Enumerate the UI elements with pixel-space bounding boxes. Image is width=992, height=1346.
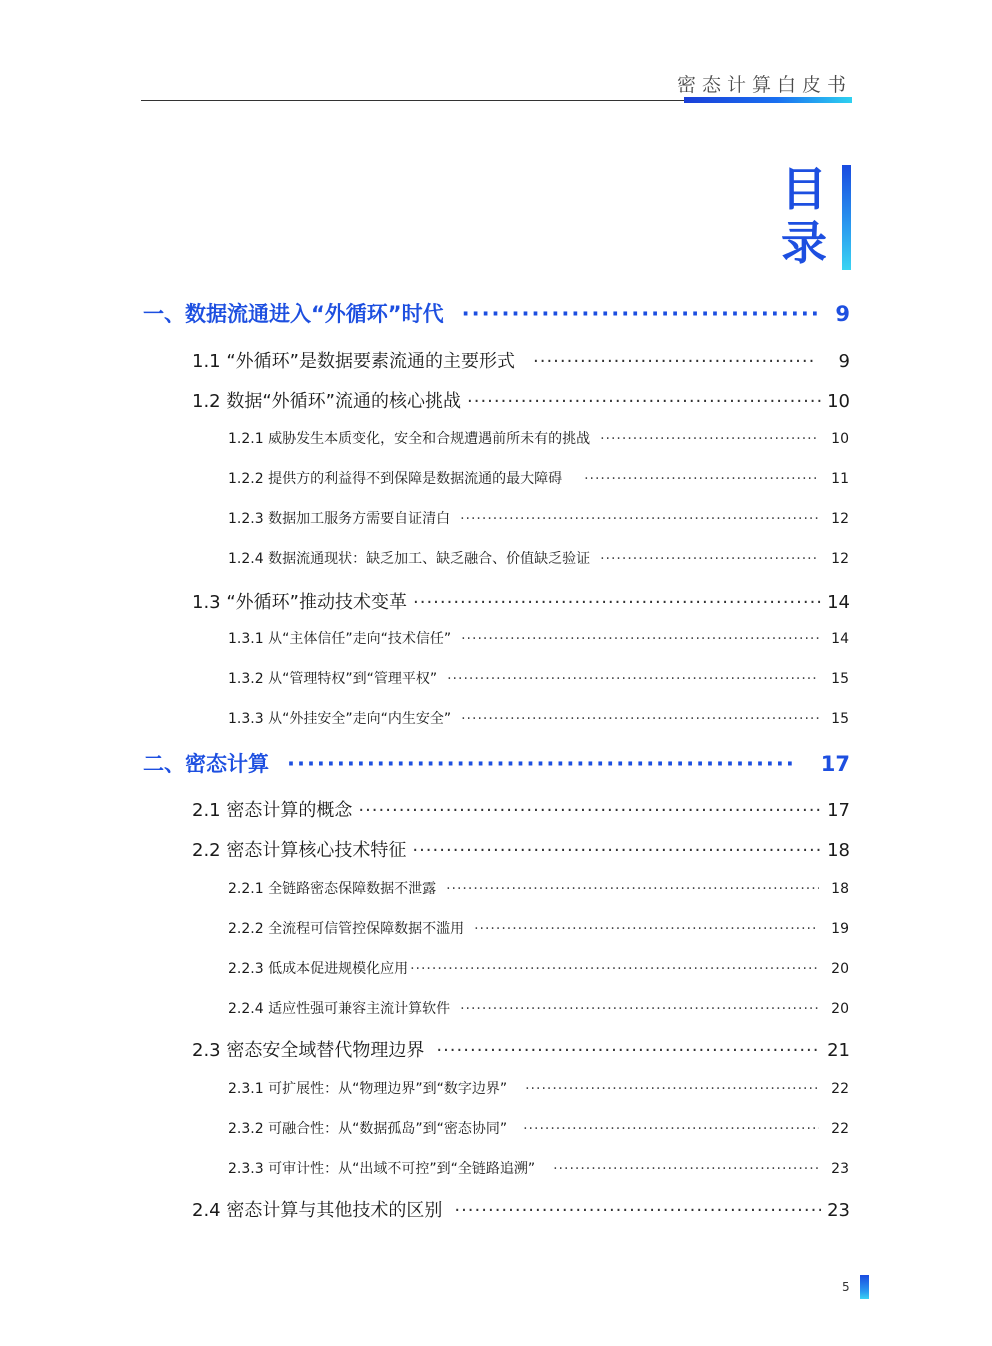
- toc-leader-dots: [460, 511, 819, 527]
- toc-entry-page: 22: [831, 1121, 849, 1137]
- toc-entry-page: 11: [831, 471, 849, 487]
- toc-entry-2-2-4[interactable]: [228, 998, 849, 1018]
- toc-entry-2-1[interactable]: [192, 796, 850, 822]
- toc-entry-label: 2.2.2 全流程可信管控保障数据不滥用: [228, 921, 465, 937]
- toc-leader-dots: [436, 1040, 821, 1061]
- toc-entry-label: 2.4 密态计算与其他技术的区别: [192, 1200, 443, 1221]
- toc-entry-1-2-2[interactable]: [228, 468, 849, 488]
- toc-entry-label: 一、数据流通进入“外循环”时代: [143, 302, 444, 326]
- toc-leader-dots: [358, 800, 821, 821]
- toc-entry-page: 23: [827, 1200, 850, 1221]
- toc-leader-dots: [460, 1001, 819, 1017]
- toc-entry-page: 9: [835, 302, 850, 326]
- toc-leader-dots: [454, 1200, 821, 1221]
- toc-entry-1-3-3[interactable]: [228, 708, 849, 728]
- toc-entry-1-3-1[interactable]: [228, 628, 849, 648]
- toc-entry-2-3[interactable]: [192, 1036, 850, 1062]
- page-number: 5: [842, 1280, 850, 1294]
- toc-leader-dots: [533, 351, 817, 372]
- toc-entry-2-2[interactable]: [192, 836, 850, 862]
- toc-entry-1-3[interactable]: [192, 588, 850, 614]
- toc-leader-dots: [467, 391, 821, 412]
- toc-leader-dots: [474, 921, 819, 937]
- toc-leader-dots: [461, 631, 819, 647]
- toc-entry-label: 2.3.2 可融合性：从“数据孤岛”到“密态协同”: [228, 1121, 508, 1137]
- toc-entry-page: 20: [831, 1001, 849, 1017]
- toc-entry-label: 1.2.3 数据加工服务方需要自证清白: [228, 511, 451, 527]
- toc-entry-page: 17: [820, 752, 850, 776]
- toc-entry-page: 9: [838, 351, 850, 372]
- toc-heading: [776, 162, 832, 270]
- toc-entry-page: 21: [827, 1040, 850, 1061]
- toc-entry-page: 14: [831, 631, 849, 647]
- toc-entry-1-3-2[interactable]: [228, 668, 849, 688]
- toc-leader-dots: [600, 431, 819, 447]
- toc-leader-dots: [523, 1121, 819, 1137]
- toc-entry-page: 12: [831, 511, 849, 527]
- toc-entry-1-2[interactable]: [192, 387, 850, 413]
- toc-entry-page: 23: [831, 1161, 849, 1177]
- document-title: 密态计算白皮书: [676, 74, 852, 96]
- toc-entry-page: 18: [827, 840, 850, 861]
- toc-leader-dots: [461, 711, 819, 727]
- toc-entry-label: 2.3.3 可审计性：从“出域不可控”到“全链路追溯”: [228, 1161, 536, 1177]
- toc-entry-label: 2.1 密态计算的概念: [192, 800, 353, 821]
- toc-leader-dots: [525, 1081, 819, 1097]
- toc-entry-page: 15: [831, 671, 849, 687]
- header-accent-bar: [684, 97, 852, 103]
- toc-entry-page: 18: [831, 881, 849, 897]
- toc-entry-1-1[interactable]: [192, 347, 850, 373]
- toc-entry-2-4[interactable]: [192, 1196, 850, 1222]
- toc-entry-label: 2.3.1 可扩展性：从“物理边界”到“数字边界”: [228, 1081, 508, 1097]
- toc-entry-label: 2.2.3 低成本促进规模化应用: [228, 961, 409, 977]
- toc-entry-label: 1.2.4 数据流通现状：缺乏加工、缺乏融合、价值缺乏验证: [228, 551, 591, 567]
- toc-entry-page: 10: [831, 431, 849, 447]
- toc-leader-dots: [413, 592, 821, 613]
- toc-entry-label: 二、密态计算: [143, 752, 269, 776]
- toc-entry-2-3-1[interactable]: [228, 1078, 849, 1098]
- toc-leader-dots: [462, 302, 822, 326]
- toc-entry-label: 2.2.4 适应性强可兼容主流计算软件: [228, 1001, 451, 1017]
- toc-entry-label: 1.3.3 从“外挂安全”走向“内生安全”: [228, 711, 452, 727]
- toc-entry-label: 1.2.1 威胁发生本质变化，安全和合规遭遇前所未有的挑战: [228, 431, 591, 447]
- toc-entry-2-2-3[interactable]: [228, 958, 849, 978]
- toc-entry-1-2-4[interactable]: [228, 548, 849, 568]
- toc-entry-label: 1.3.2 从“管理特权”到“管理平权”: [228, 671, 438, 687]
- toc-entry-page: 14: [827, 592, 850, 613]
- toc-leader-dots: [412, 840, 821, 861]
- toc-leader-dots: [446, 881, 819, 897]
- toc-entry-page: 15: [831, 711, 849, 727]
- toc-entry-label: 1.3 “外循环”推动技术变革: [192, 592, 407, 613]
- toc-entry-2-2-1[interactable]: [228, 878, 849, 898]
- toc-entry-label: 2.2.1 全链路密态保障数据不泄露: [228, 881, 437, 897]
- toc-heading-char-2: 录: [781, 216, 827, 270]
- toc-entry-label: 1.1 “外循环”是数据要素流通的主要形式: [192, 351, 515, 372]
- toc-leader-dots: [410, 961, 819, 977]
- toc-entry-1-2-3[interactable]: [228, 508, 849, 528]
- toc-entry-page: 17: [827, 800, 850, 821]
- toc-leader-dots: [600, 551, 819, 567]
- toc-entry-page: 19: [831, 921, 849, 937]
- toc-entry-page: 10: [827, 391, 850, 412]
- toc-entry-page: 22: [831, 1081, 849, 1097]
- toc-entry-label: 2.2 密态计算核心技术特征: [192, 840, 407, 861]
- toc-entry-label: 2.3 密态安全域替代物理边界: [192, 1040, 425, 1061]
- toc-heading-char-1: 目: [781, 162, 827, 216]
- toc-entry-page: 20: [831, 961, 849, 977]
- toc-entry-label: 1.3.1 从“主体信任”走向“技术信任”: [228, 631, 452, 647]
- toc-entry-label: 1.2 数据“外循环”流通的核心挑战: [192, 391, 461, 412]
- toc-entry-chapter-1[interactable]: [143, 298, 850, 328]
- toc-leader-dots: [287, 752, 795, 776]
- toc-entry-2-3-2[interactable]: [228, 1118, 849, 1138]
- toc-entry-chapter-2[interactable]: [143, 748, 850, 778]
- toc-leader-dots: [553, 1161, 819, 1177]
- toc-leader-dots: [447, 671, 819, 687]
- toc-entry-label: 1.2.2 提供方的利益得不到保障是数据流通的最大障碍: [228, 471, 563, 487]
- toc-leader-dots: [584, 471, 819, 487]
- toc-entry-page: 12: [831, 551, 849, 567]
- toc-entry-2-3-3[interactable]: [228, 1158, 849, 1178]
- toc-entry-1-2-1[interactable]: [228, 428, 849, 448]
- toc-entry-2-2-2[interactable]: [228, 918, 849, 938]
- toc-heading-accent-bar: [842, 165, 851, 270]
- page-number-accent-bar: [860, 1275, 869, 1299]
